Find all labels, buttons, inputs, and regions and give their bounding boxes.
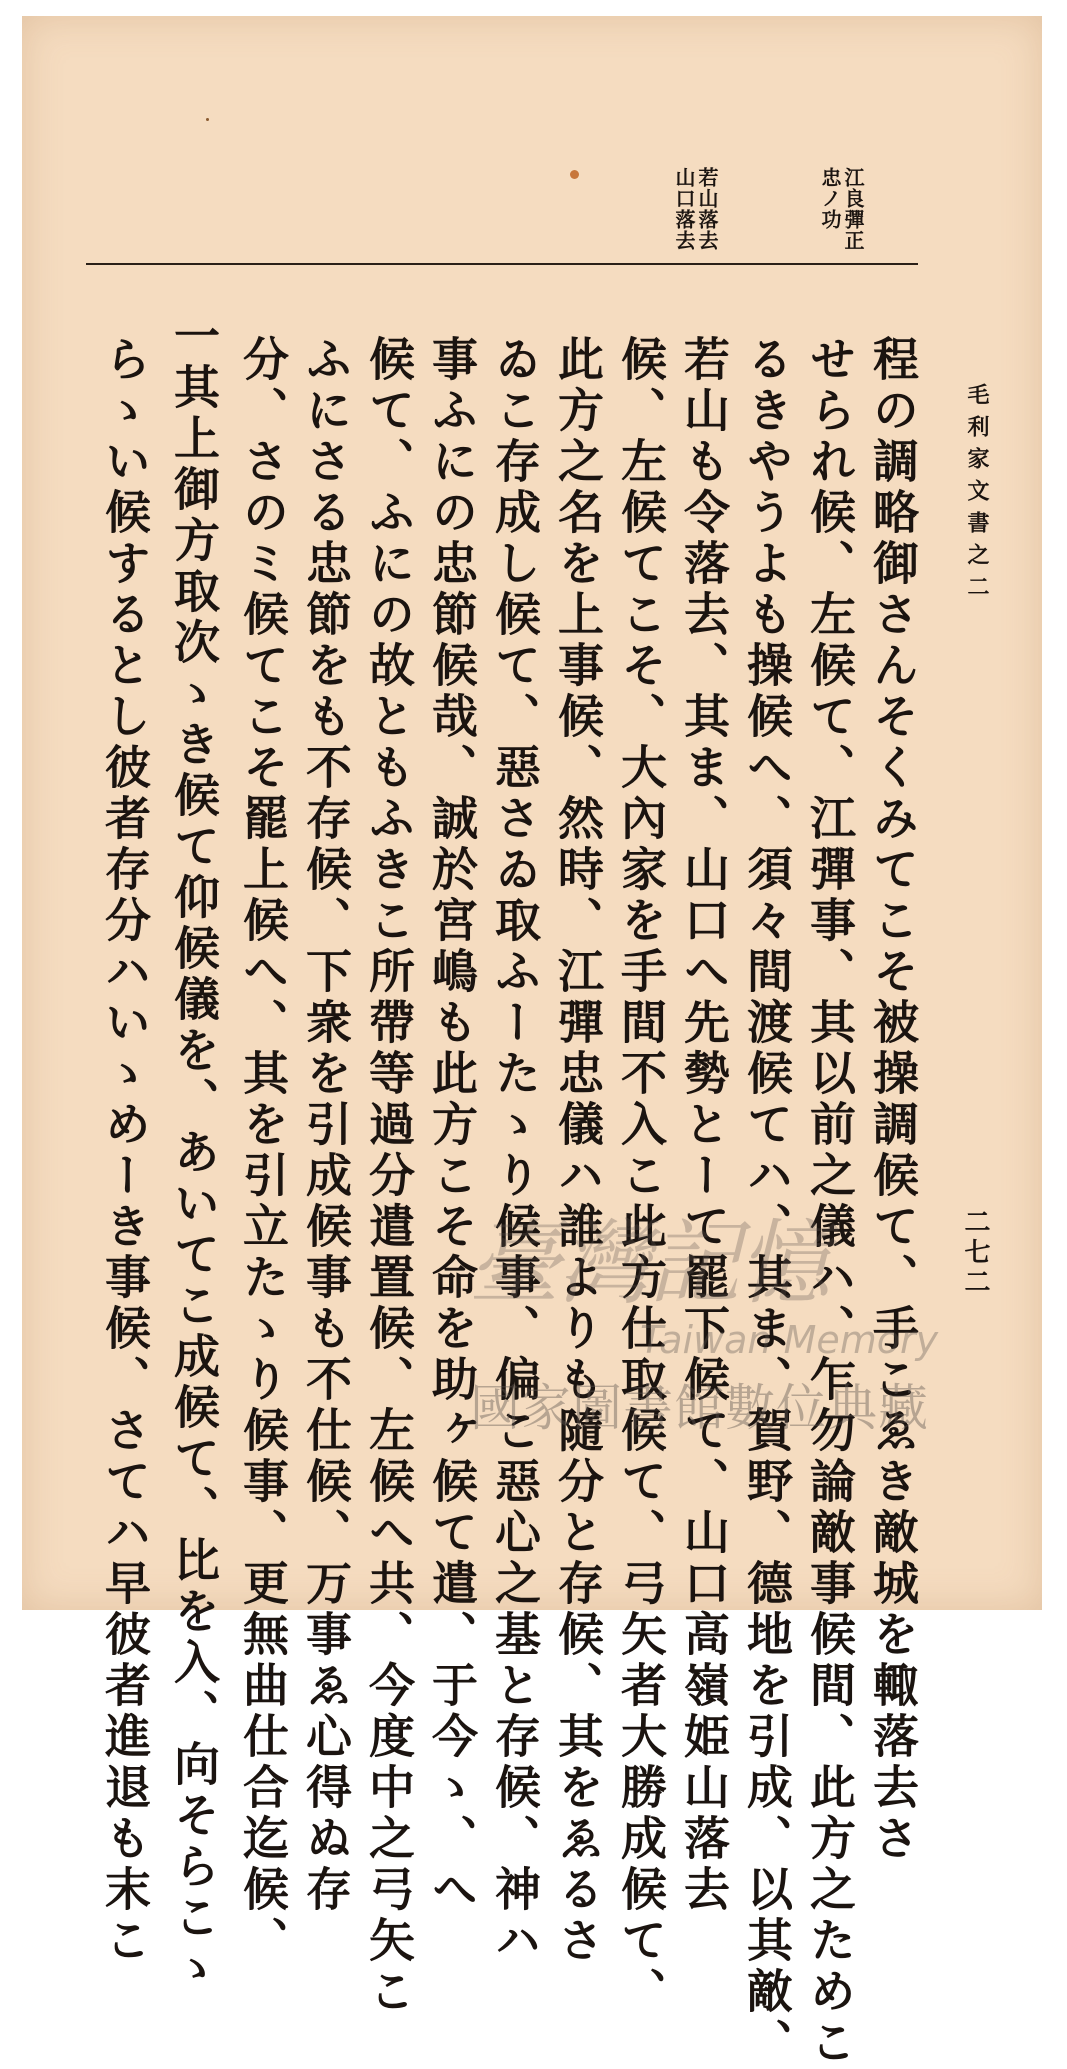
text-line: 候、左候てこそ、大內家を手間不入こ此方仕取候て、弓矢者大勝成候て、	[614, 335, 668, 2018]
header-rule	[86, 263, 918, 265]
text-line: ゐこ存成し候て、惡さゐ取ふーたゝり候事、偏こ惡心之基と存候、神ハ	[488, 335, 542, 1967]
paper-stain	[206, 118, 209, 121]
text-line: るきやうよも操候へ、須々間渡候てハ、其ま、賀野、德地を引成、以其敵、	[740, 335, 794, 2069]
page-number: 二七二	[960, 1208, 990, 1298]
margin-note-text: 江良彈正 忠ノ功	[818, 167, 865, 251]
text-line: 分、さのミ候てこそ罷上候へ、其を引立たゝり候事、更無曲仕合迄候、	[236, 335, 290, 1967]
text-line: 一其上御方取次ゝき候て仰候儀を、あいてこ成候て、比を入、向そらこゝ	[167, 312, 221, 1995]
text-line: 事ふにの忠節候哉、誠於宮嶋も此方こそ命を助ヶ候て遣、于今ゝ、へ	[425, 335, 479, 1916]
text-line: らゝい候するとし彼者存分ハいゝめーき事候、さてハ早彼者進退も末こ	[98, 335, 152, 1967]
text-line: 若山も令落去、其ま、山口へ先勢とーて罷下候て、山口高嶺姫山落去	[677, 335, 731, 1916]
text-line: 程の調略御さんそくみてこそ被操調候て、手こゑき敵城を輙落去さ	[866, 335, 920, 1865]
margin-note	[818, 167, 864, 251]
margin-note	[672, 167, 718, 251]
text-line: ふにさる忠節をも不存候、下衆を引成候事も不仕候、万事ゑ心得ぬ存	[299, 335, 353, 1916]
watermark-caption: 國家圖書館數位典藏	[470, 1379, 929, 1437]
text-line: 此方之名を上事候、然時、江彈忠儀ハ誰よりも隨分と存候、其をゑるさ	[551, 335, 605, 1967]
text-line: 候て、ふにの故ともふきこ所帶等過分遣置候、左候へ共、今度中之弓矢こ	[362, 335, 416, 2018]
running-head: 毛利家文書之二	[964, 383, 990, 607]
watermark-latin: Taiwan Memory	[640, 1318, 939, 1362]
text-line: せられ候、左候て、江彈事、其以前之儀ハ、乍勿論敵事候間、此方之ためこ	[803, 335, 857, 2069]
margin-note-text: 若山落去 山口落去	[672, 167, 719, 251]
watermark-logo: 臺灣記憶	[468, 1210, 829, 1317]
paper-stain	[570, 170, 579, 179]
